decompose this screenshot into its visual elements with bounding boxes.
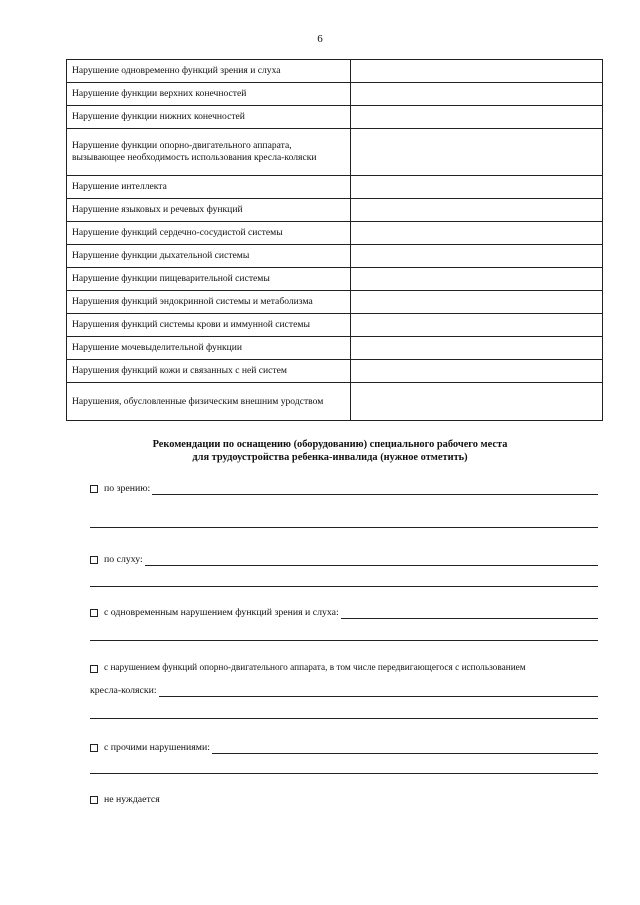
musculoskeletal-checkbox[interactable] <box>90 665 98 673</box>
option-not-needed <box>90 793 598 806</box>
table-row <box>67 222 603 245</box>
table-row <box>67 83 603 106</box>
impairment-label: Нарушения функций системы крови и иммунной системы <box>67 314 351 337</box>
hearing-label: по слуху: <box>104 554 143 565</box>
vision-hearing-label: с одновременным нарушением функций зрения и слуха: <box>104 607 339 618</box>
impairment-value[interactable] <box>351 83 603 106</box>
heading-line-2: для трудоустройства ребенка-инвалида (нужное отметить) <box>192 452 468 463</box>
musculoskeletal-label-line-2: кресла-коляски: <box>90 685 157 696</box>
table-row <box>67 60 603 83</box>
impairment-label: Нарушение функций сердечно-сосудистой системы <box>67 222 351 245</box>
impairment-value[interactable] <box>351 383 603 421</box>
impairment-label: Нарушение языковых и речевых функций <box>67 199 351 222</box>
table-row <box>67 360 603 383</box>
impairment-label: Нарушения, обусловленные физическим внешним уродством <box>67 383 351 421</box>
not-needed-checkbox[interactable] <box>90 796 98 804</box>
vision-answer-line-2[interactable] <box>90 527 598 528</box>
impairment-label: Нарушение функции опорно-двигательного аппарата, вызывающее необходимость использования кресла-коляски <box>67 129 351 176</box>
other-answer-line[interactable] <box>212 743 598 754</box>
impairment-value[interactable] <box>351 268 603 291</box>
recommendations-heading <box>60 438 600 464</box>
vision-hearing-checkbox[interactable] <box>90 609 98 617</box>
not-needed-label: не нуждается <box>104 794 160 805</box>
other-label: с прочими нарушениями: <box>104 742 210 753</box>
hearing-checkbox[interactable] <box>90 556 98 564</box>
impairments-table <box>66 59 603 421</box>
impairment-value[interactable] <box>351 360 603 383</box>
other-checkbox[interactable] <box>90 744 98 752</box>
vision-hearing-answer-line-2[interactable] <box>90 640 598 641</box>
option-other <box>90 741 598 754</box>
table-row <box>67 268 603 291</box>
table-row <box>67 106 603 129</box>
impairment-value[interactable] <box>351 222 603 245</box>
impairment-value[interactable] <box>351 60 603 83</box>
option-vision-hearing <box>90 606 598 619</box>
musculoskeletal-answer-line-2[interactable] <box>90 718 598 719</box>
impairment-value[interactable] <box>351 245 603 268</box>
table-row <box>67 176 603 199</box>
vision-checkbox[interactable] <box>90 485 98 493</box>
impairment-label: Нарушение одновременно функций зрения и слуха <box>67 60 351 83</box>
table-row <box>67 129 603 176</box>
impairment-label: Нарушение функции нижних конечностей <box>67 106 351 129</box>
table-row <box>67 291 603 314</box>
table-row <box>67 199 603 222</box>
impairment-label: Нарушение интеллекта <box>67 176 351 199</box>
vision-hearing-answer-line[interactable] <box>341 608 598 619</box>
table-row <box>67 245 603 268</box>
hearing-answer-line-2[interactable] <box>90 586 598 587</box>
musculoskeletal-answer-line[interactable] <box>159 686 598 697</box>
impairment-label: Нарушение функции пищеварительной системы <box>67 268 351 291</box>
vision-answer-line[interactable] <box>152 484 598 495</box>
heading-line-1: Рекомендации по оснащению (оборудованию) специального рабочего места <box>152 439 508 450</box>
impairment-label: Нарушение мочевыделительной функции <box>67 337 351 360</box>
impairment-value[interactable] <box>351 129 603 176</box>
impairment-value[interactable] <box>351 199 603 222</box>
option-vision <box>90 482 598 495</box>
impairment-label: Нарушения функций эндокринной системы и метаболизма <box>67 291 351 314</box>
other-answer-line-2[interactable] <box>90 773 598 774</box>
impairment-label: Нарушение функции дыхательной системы <box>67 245 351 268</box>
table-row <box>67 383 603 421</box>
option-musculoskeletal <box>90 662 598 697</box>
impairment-value[interactable] <box>351 337 603 360</box>
vision-label: по зрению: <box>104 483 151 494</box>
impairment-value[interactable] <box>351 314 603 337</box>
table-row <box>67 337 603 360</box>
option-hearing <box>90 553 598 566</box>
impairment-label: Нарушение функции верхних конечностей <box>67 83 351 106</box>
impairment-value[interactable] <box>351 291 603 314</box>
hearing-answer-line[interactable] <box>145 555 598 566</box>
table-row <box>67 314 603 337</box>
impairment-value[interactable] <box>351 176 603 199</box>
impairment-value[interactable] <box>351 106 603 129</box>
musculoskeletal-label-line-1: с нарушением функций опорно-двигательного аппарата, в том числе передвигающегося с использованием <box>104 663 526 673</box>
impairment-label: Нарушения функций кожи и связанных с ней систем <box>67 360 351 383</box>
page-number: 6 <box>317 33 323 45</box>
